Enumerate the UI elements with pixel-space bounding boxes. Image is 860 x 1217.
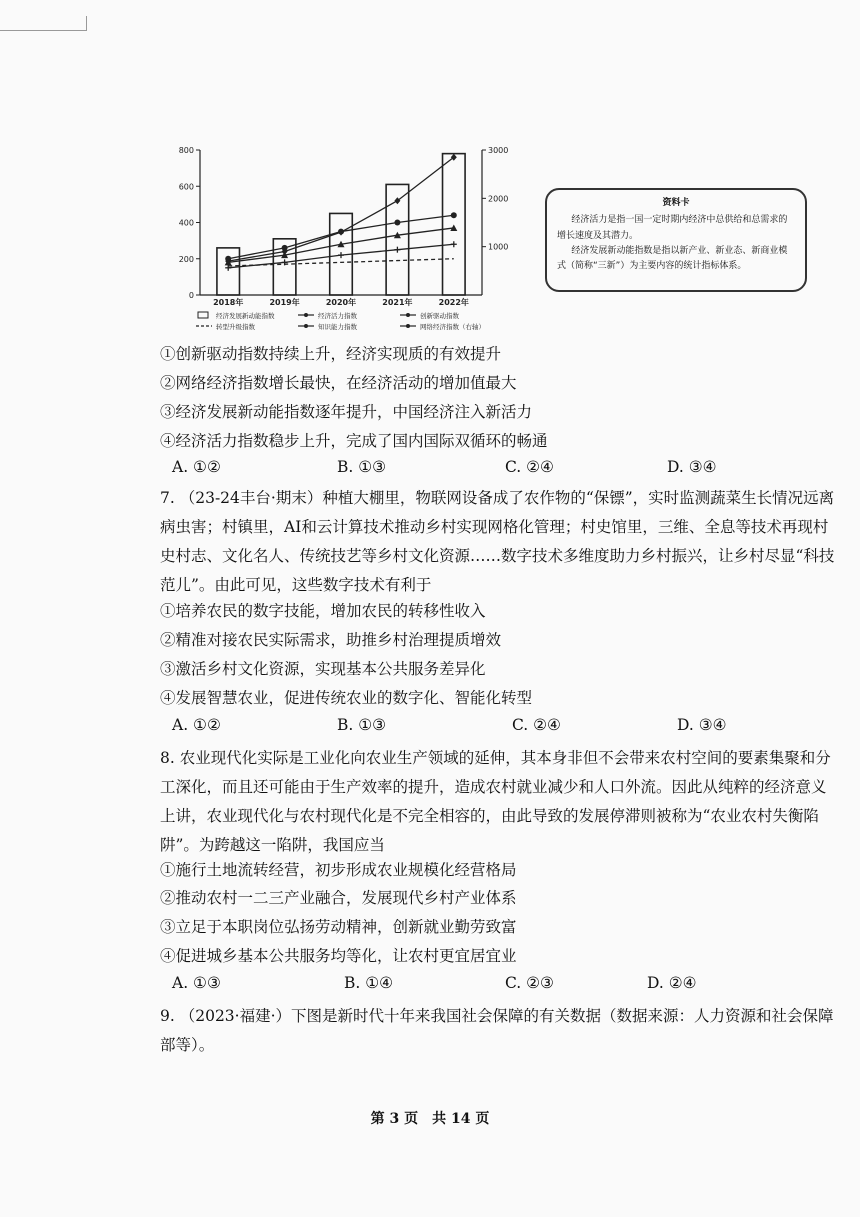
- series-point: [394, 220, 400, 226]
- q8-statement-3: ③立足于本职岗位弘扬劳动精神，创新就业勤劳致富: [160, 918, 517, 936]
- q8-statement-2: ②推动农村一二三产业融合，发展现代乡村产业体系: [160, 889, 517, 907]
- legend-symbol-marker: [304, 313, 308, 317]
- y-left-tick-label: 600: [178, 182, 194, 192]
- q8-statement-4: ④促进城乡基本公共服务均等化，让农村更宜居宜业: [160, 947, 517, 965]
- q8-option-d[interactable]: D. ②④: [647, 974, 697, 992]
- q6-statement-3: ③经济发展新动能指数逐年提升，中国经济注入新活力: [160, 403, 533, 421]
- q7-option-c[interactable]: C. ②④: [512, 716, 561, 734]
- x-tick-label: 2020年: [325, 298, 357, 307]
- legend-label: 创新驱动指数: [420, 312, 459, 320]
- q6-option-c[interactable]: C. ②④: [505, 458, 554, 476]
- q6-statement-4: ④经济活力指数稳步上升，完成了国内国际双循环的畅通: [160, 432, 548, 450]
- y-left-tick-label: 800: [178, 146, 194, 155]
- info-card-title: 资料卡: [662, 198, 690, 208]
- legend-label: 转型升级指数: [216, 323, 255, 331]
- y-left-tick-label: 400: [178, 218, 194, 228]
- series-point: [451, 212, 457, 218]
- q8-stem: 8. 农业现代化实际是工业化向农业生产领域的延伸，其本身非但不会带来农村空间的要素集聚和分工深化，而且还可能由于生产效率的提升，造成农村就业减少和人口外流。因此从纯粹的经济意义上讲，农业现代化与农村现代化是不完全相容的，由此导致的发展停滞则被称为“农业农村失衡陷阱”。为跨越这一陷阱，我国应当: [160, 749, 831, 854]
- q8-option-b[interactable]: B. ①④: [344, 974, 394, 992]
- q8-option-a[interactable]: A. ①③: [172, 974, 221, 992]
- info-card: [545, 188, 807, 292]
- x-tick-label: 2022年: [438, 298, 469, 307]
- q9-stem: 9. （2023·福建·）下图是新时代十年来我国社会保障的有关数据（数据来源：人力资源和社会保障部等）。: [160, 1007, 834, 1054]
- bar-new-momentum-index: [217, 248, 240, 295]
- x-tick-label: 2018年: [213, 298, 244, 307]
- info-card-paragraph-2: 经济发展新动能指数是指以新产业、新业态、新商业模式（简称“三新”）为主要内容的统计指标体系。: [557, 245, 788, 272]
- legend-symbol-marker: [304, 324, 308, 328]
- series-point: [394, 197, 400, 204]
- q6-statement-2: ②网络经济指数增长最快，在经济活动的增加值最大: [160, 374, 517, 392]
- legend-symbol-marker: [406, 313, 410, 317]
- page-footer: 第 3 页 共 14 页: [370, 1111, 490, 1127]
- y-left-tick-label: 200: [178, 254, 194, 264]
- y-left-tick-label: 0: [188, 291, 194, 300]
- q6-option-b[interactable]: B. ①③: [337, 458, 387, 476]
- q7-option-d[interactable]: D. ③④: [677, 716, 727, 734]
- legend-label: 网络经济指数（右轴）: [420, 323, 485, 331]
- bar-new-momentum-index: [443, 154, 466, 295]
- scan-corner-mark: [0, 16, 87, 31]
- x-tick-label: 2019年: [269, 298, 300, 307]
- q7-statement-2: ②精准对接农民实际需求，助推乡村治理提质增效: [160, 631, 502, 649]
- q7-option-b[interactable]: B. ①③: [337, 716, 387, 734]
- legend-label: 经济活力指数: [318, 312, 357, 320]
- series-point: [451, 154, 457, 161]
- chart-svg: [160, 138, 520, 338]
- q7-stem: 7. （23-24丰台·期末）种植大棚里，物联网设备成了农作物的“保镖”，实时监测蔬菜生长情况远离病虫害；村镇里，AI和云计算技术推动乡村实现网格化管理；村史馆里，三维、全息等技术再现村史村志、文化名人、传统技艺等乡村文化资源……数字技术多维度助力乡村振兴，让乡村尽显“科技范儿”。由此可见，这些数字技术有利于: [160, 489, 835, 594]
- legend-label: 经济发展新动能指数: [216, 312, 275, 320]
- q8-statement-1: ①施行土地流转经营，初步形成农业规模化经营格局: [160, 861, 517, 879]
- y-right-tick-label: 2000: [488, 194, 509, 204]
- y-right-tick-label: 1000: [488, 242, 509, 252]
- q7-statement-1: ①培养农民的数字技能，增加农民的转移性收入: [160, 602, 486, 620]
- info-card-paragraph-1: 经济活力是指一国一定时期内经济中总供给和总需求的增长速度及其潜力。: [557, 215, 788, 241]
- q6-option-d[interactable]: D. ③④: [667, 458, 717, 476]
- legend-symbol: [198, 312, 208, 318]
- q8-option-c[interactable]: C. ②③: [505, 974, 554, 992]
- q7-statement-3: ③激活乡村文化资源，实现基本公共服务差异化: [160, 660, 486, 678]
- q6-option-a[interactable]: A. ①②: [172, 458, 221, 476]
- q6-statement-1: ①创新驱动指数持续上升，经济实现质的有效提升: [160, 345, 502, 363]
- y-right-tick-label: 3000: [488, 146, 509, 155]
- x-tick-label: 2021年: [382, 298, 413, 307]
- legend-label: 知识能力指数: [318, 323, 357, 331]
- q7-statement-4: ④发展智慧农业，促进传统农业的数字化、智能化转型: [160, 689, 533, 707]
- legend-symbol-marker: [406, 324, 410, 328]
- q7-option-a[interactable]: A. ①②: [172, 716, 221, 734]
- chart-new-momentum-indices: [160, 138, 520, 338]
